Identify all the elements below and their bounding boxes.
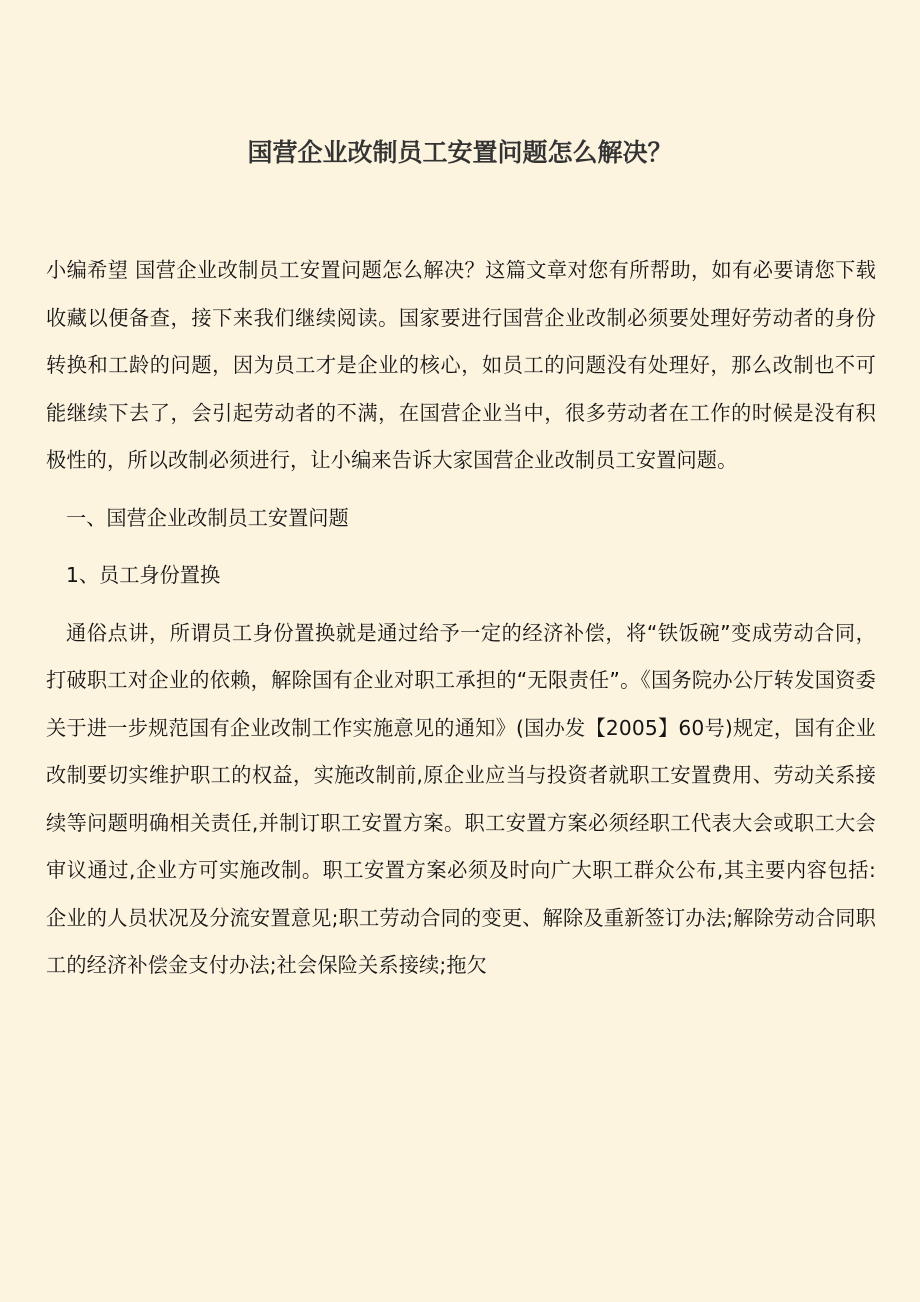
body-paragraph: 通俗点讲，所谓员工身份置换就是通过给予一定的经济补偿，将“铁饭碗”变成劳动合同，打破职工对企业的依赖，解除国有企业对职工承担的“无限责任”。《国务院办公厅转发国资委关于进一步规范国有企业改制工作实施意见的通知》(国办发【2005】60号)规定，国有企业改制要切实维护职工的权益，实施改制前,原企业应当与投资者就职工安置费用、劳动关系接续等问题明确相关责任,并制订职工安置方案。职工安置方案必须经职工代表大会或职工大会审议通过,企业方可实施改制。职工安置方案必须及时向广大职工群众公布,其主要内容包括:企业的人员状况及分流安置意见;职工劳动合同的变更、解除及重新签订办法;解除劳动合同职工的经济补偿金支付办法;社会保险关系接续;拖欠 bbox=[46, 620, 876, 977]
section-heading: 一、国营企业改制员工安置问题 bbox=[66, 505, 349, 530]
subsection-heading: 1、员工身份置换 bbox=[66, 563, 221, 587]
document-title: 国营企业改制员工安置问题怎么解决？ bbox=[247, 137, 673, 167]
intro-paragraph: 小编希望 国营企业改制员工安置问题怎么解决？这篇文章对您有所帮助，如有必要请您下载收藏以便备查，接下来我们继续阅读。国家要进行国营企业改制必须要处理好劳动者的身份转换和工龄的问题，因为员工才是企业的核心，如员工的问题没有处理好，那么改制也不可能继续下去了，会引起劳动者的不满，在国营企业当中，很多劳动者在工作的时候是没有积极性的，所以改制必须进行，让小编来告诉大家国营企业改制员工安置问题。 bbox=[46, 258, 876, 472]
document-body bbox=[46, 247, 876, 990]
